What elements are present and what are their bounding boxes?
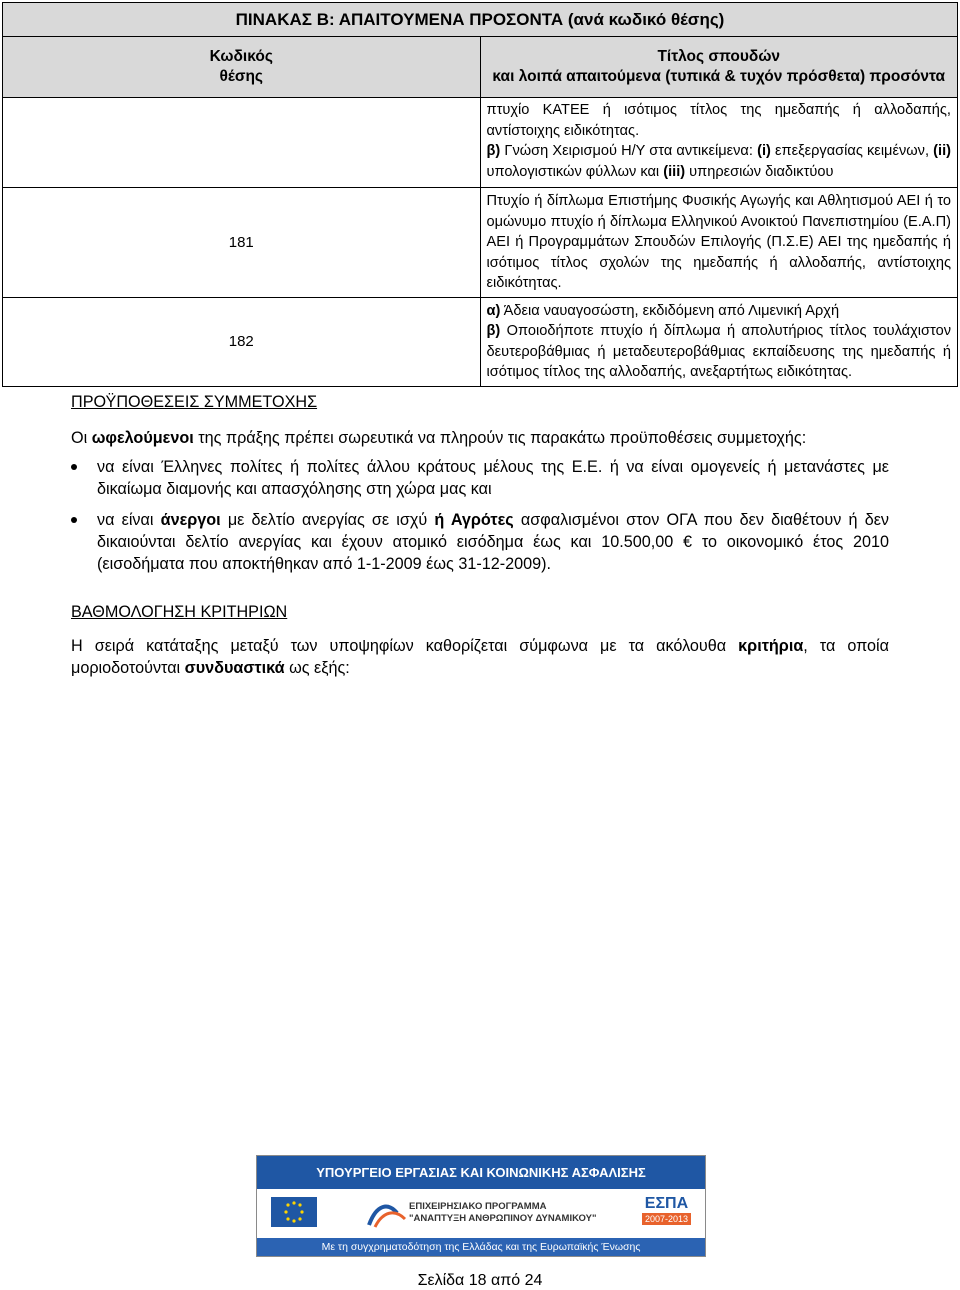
table-row <box>3 188 958 298</box>
qualifications-table <box>2 2 958 387</box>
bullet-icon <box>71 517 77 523</box>
row-code: 182 <box>3 297 481 386</box>
conditions-section <box>71 391 889 575</box>
cofinance-text: Με τη συγχρηματοδότηση της Ελλάδας και της Ευρωπαϊκής Ένωσης <box>257 1238 705 1256</box>
row-text: α) Άδεια ναυαγοσώστη, εκδιδόμενη από Λιμενική Αρχή β) Οποιοδήποτε πτυχίο ή δίπλωμα ή απολυτήριος τίτλος τουλάχιστον δευτεροβάθμιας ή μεταδευτεροβάθμιας εκπαίδευσης της ημεδαπής ή ισότιμος τίτλος της αλλοδαπής, ανεξαρτήτως ειδικότητας. <box>480 297 958 386</box>
header-code: Κωδικός θέσης <box>3 37 481 98</box>
program-name: ΕΠΙΧΕΙΡΗΣΙΑΚΟ ΠΡΟΓΡΑΜΜΑ "ΑΝΑΠΤΥΞΗ ΑΝΘΡΩΠΙΝΟΥ ΔΥΝΑΜΙΚΟΥ" <box>409 1201 597 1224</box>
criteria-heading: ΒΑΘΜΟΛΟΓΗΣΗ ΚΡΙΤΗΡΙΩΝ <box>71 603 288 621</box>
table-row <box>3 98 958 188</box>
criteria-section <box>71 601 889 679</box>
table-title: ΠΙΝΑΚΑΣ Β: ΑΠΑΙΤΟΥΜΕΝΑ ΠΡΟΣΟΝΤΑ (ανά κωδικό θέσης) <box>3 3 958 37</box>
criteria-text: Η σειρά κατάταξης μεταξύ των υποψηφίων καθορίζεται σύμφωνα με τα ακόλουθα κριτήρια, τα οποία μοριοδοτούνται συνδυαστικά ως εξής: <box>71 637 889 677</box>
row-code: 181 <box>3 188 481 298</box>
espa-logo: ΕΣΠΑ 2007-2013 <box>642 1195 691 1225</box>
bullet-icon <box>71 464 77 470</box>
conditions-heading: ΠΡΟΫΠΟΘΕΣΕΙΣ ΣΥΜΜΕΤΟΧΗΣ <box>71 393 318 411</box>
header-title: Τίτλος σπουδών και λοιπά απαιτούμενα (τυπικά & τυχόν πρόσθετα) προσόντα <box>480 37 958 98</box>
conditions-intro: Οι ωφελούμενοι της πράξης πρέπει σωρευτικά να πληρούν τις παρακάτω προϋποθέσεις συμμετοχής: <box>71 429 807 447</box>
program-logo-icon <box>367 1199 407 1234</box>
continuation-cell: πτυχίο ΚΑΤΕΕ ή ισότιμος τίτλος της ημεδαπής ή αλλοδαπής, αντίστοιχης ειδικότητας. β) Γνώση Χειρισμού Η/Υ στα αντικείμενα: (i) επεξεργασίας κειμένων, (ii) υπολογιστικών φύλλων και (iii) υπηρεσιών διαδικτύου <box>480 98 958 188</box>
ministry-title: ΥΠΟΥΡΓΕΙΟ ΕΡΓΑΣΙΑΣ ΚΑΙ ΚΟΙΝΩΝΙΚΗΣ ΑΣΦΑΛΙΣΗΣ <box>257 1156 705 1189</box>
list-item: να είναι Έλληνες πολίτες ή πολίτες άλλου κράτους μέλους της Ε.Ε. ή να είναι ομογενείς ή μετανάστες με δικαίωμα διαμονής και απασχόλησης στη χώρα μας και <box>71 456 889 500</box>
conditions-list <box>71 456 889 575</box>
table-row <box>3 297 958 386</box>
page-number: Σελίδα 18 από 24 <box>417 1272 543 1289</box>
row-text: Πτυχίο ή δίπλωμα Επιστήμης Φυσικής Αγωγής και Αθλητισμού ΑΕΙ ή το ομώνυμο πτυχίο ή δίπλωμα Ελληνικού Ανοικτού Πανεπιστημίου (Ε.Α.Π) ΑΕΙ ή Προγραμμάτων Σπουδών Επιλογής (Π.Σ.Ε) ΑΕΙ της ημεδαπής ή ισότιμος τίτλος σχολών της ημεδαπής ή αλλοδαπής, αντίστοιχης ειδικότητας. <box>480 188 958 298</box>
eu-flag-icon <box>271 1197 317 1227</box>
funding-banner <box>256 1155 706 1257</box>
list-item: να είναι άνεργοι με δελτίο ανεργίας σε ισχύ ή Αγρότες ασφαλισμένοι στον ΟΓΑ που δεν διαθέτουν ή δεν δικαιούνται δελτίο ανεργίας και έχουν ατομικό εισόδημα έως και 10.500,00 € το οικονομικό έτος 2010 (εισοδήματα που αποκτήθηκαν από 1-1-2009 έως 31-12-2009). <box>71 509 889 575</box>
